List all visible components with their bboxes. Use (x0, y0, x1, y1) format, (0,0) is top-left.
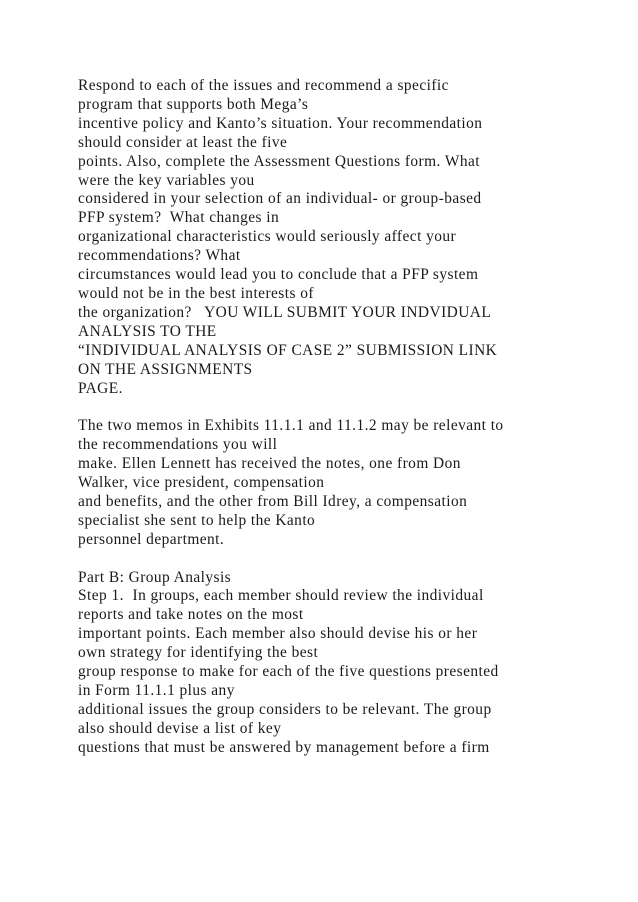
text-line: PAGE. (78, 379, 123, 397)
text-line: important points. Each member also should devise his or her (78, 625, 478, 643)
text-line: reports and take notes on the most (78, 606, 304, 624)
blank-line (78, 398, 618, 417)
text-line: the recommendations you will (78, 436, 278, 454)
text-line: ON THE ASSIGNMENTS (78, 360, 253, 378)
text-line: group response to make for each of the five questions presented (78, 663, 499, 681)
blank-line (78, 550, 618, 569)
section-heading: Part B: Group Analysis (78, 568, 232, 586)
text-line: recommendations? What (78, 247, 241, 265)
text-line: were the key variables you (78, 171, 255, 189)
text-line: The two memos in Exhibits 11.1.1 and 11.1.2 may be relevant to (78, 417, 504, 435)
text-line: program that supports both Mega’s (78, 95, 309, 113)
text-line: PFP system? What changes in (78, 209, 280, 227)
text-line: make. Ellen Lennett has received the notes, one from Don (78, 455, 461, 473)
text-line: Respond to each of the issues and recommend a specific (78, 77, 449, 94)
text-line: should consider at least the five (78, 133, 288, 151)
text-line: Walker, vice president, compensation (78, 474, 325, 492)
text-line: “INDIVIDUAL ANALYSIS OF CASE 2” SUBMISSION LINK (78, 341, 498, 359)
text-line: considered in your selection of an individual- or group-based (78, 190, 482, 208)
text-line: additional issues the group considers to be relevant. The group (78, 700, 492, 718)
text-line: the organization? YOU WILL SUBMIT YOUR INDVIDUAL (78, 303, 492, 321)
text-line: own strategy for identifying the best (78, 644, 319, 662)
text-line: organizational characteristics would seriously affect your (78, 228, 457, 246)
text-line: personnel department. (78, 530, 225, 548)
text-line: points. Also, complete the Assessment Questions form. What (78, 152, 480, 170)
text-line: circumstances would lead you to conclude that a PFP system (78, 266, 479, 284)
text-line: incentive policy and Kanto’s situation. Your recommendation (78, 114, 483, 132)
text-line: Step 1. In groups, each member should review the individual (78, 587, 484, 605)
text-line: specialist she sent to help the Kanto (78, 511, 316, 529)
document-body (78, 77, 618, 758)
text-line: would not be in the best interests of (78, 284, 314, 302)
text-line: and benefits, and the other from Bill Idrey, a compensation (78, 492, 468, 510)
text-line: ANALYSIS TO THE (78, 322, 217, 340)
text-line: questions that must be answered by management before a firm (78, 738, 490, 756)
text-line: also should devise a list of key (78, 719, 282, 737)
text-line: in Form 11.1.1 plus any (78, 681, 235, 699)
